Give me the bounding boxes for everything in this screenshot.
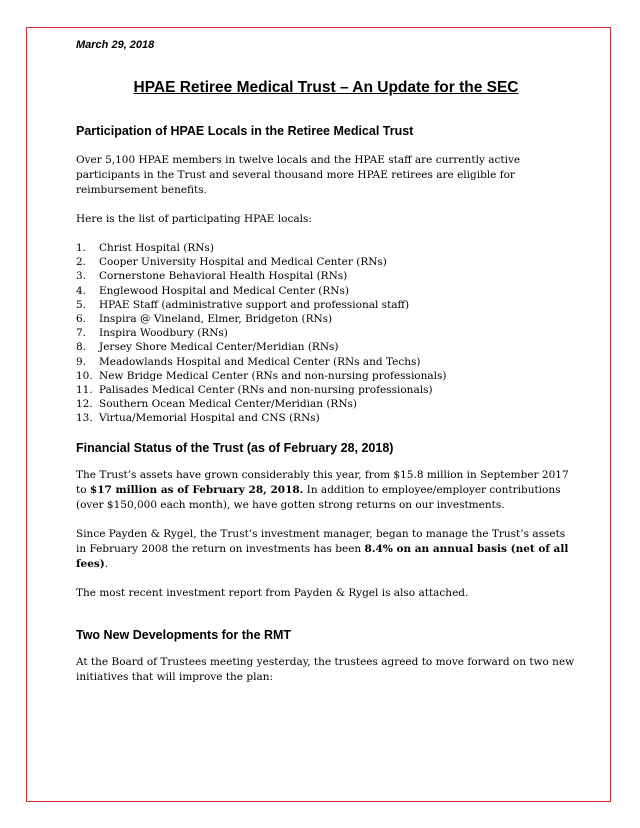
paragraph-developments: At the Board of Trustees meeting yesterday, the trustees agreed to move forward on two new initiatives that will improve the plan: bbox=[76, 655, 575, 683]
list-item-number: 11. bbox=[76, 384, 93, 397]
list-item-label: Palisades Medical Center (RNs and non-nursing professionals) bbox=[99, 384, 433, 397]
returns-highlight: 8.4% on an annual basis (net of all fees) bbox=[76, 542, 569, 570]
list-item bbox=[76, 269, 576, 283]
section-heading-participation: Participation of HPAE Locals in the Retiree Medical Trust bbox=[76, 124, 414, 138]
list-item-label: Virtua/Memorial Hospital and CNS (RNs) bbox=[99, 412, 320, 425]
section-heading-developments: Two New Developments for the RMT bbox=[76, 627, 292, 642]
paragraph-participation: Over 5,100 HPAE members in twelve locals and the HPAE staff are currently active participants in the Trust and several thousand more HPAE retirees are eligible for reimbursement benefits. bbox=[76, 154, 521, 196]
paragraph-locals-intro: Here is the list of participating HPAE locals: bbox=[76, 213, 312, 225]
list-item bbox=[76, 397, 576, 411]
list-item-number: 8. bbox=[76, 341, 87, 354]
list-item-label: New Bridge Medical Center (RNs and non-nursing professionals) bbox=[99, 369, 447, 382]
returns-text-b: . bbox=[104, 557, 109, 570]
list-item-label: Englewood Hospital and Medical Center (RNs) bbox=[99, 284, 349, 297]
list-item bbox=[76, 411, 576, 425]
list-item-label: Cornerstone Behavioral Health Hospital (RNs) bbox=[99, 270, 348, 283]
assets-highlight: $17 million as of February 28, 2018. bbox=[89, 483, 304, 496]
list-item-label: HPAE Staff (administrative support and professional staff) bbox=[99, 298, 410, 311]
list-item bbox=[76, 312, 576, 326]
paragraph-assets bbox=[76, 468, 576, 513]
list-item bbox=[76, 340, 576, 354]
paragraph-investment-report: The most recent investment report from Payden & Rygel is also attached. bbox=[76, 586, 469, 599]
locals-list bbox=[76, 241, 576, 426]
list-item-label: Inspira Woodbury (RNs) bbox=[99, 327, 228, 340]
list-item-label: Inspira @ Vineland, Elmer, Bridgeton (RNs) bbox=[99, 313, 333, 326]
assets-text-a: The Trust’s assets have grown considerably this year, from $15.8 million in September 2017 to bbox=[76, 468, 569, 496]
list-item-label: Cooper University Hospital and Medical Center (RNs) bbox=[99, 256, 387, 269]
list-item-number: 6. bbox=[76, 313, 87, 326]
list-item-number: 4. bbox=[76, 284, 87, 297]
list-item-number: 5. bbox=[76, 298, 87, 311]
list-item bbox=[76, 369, 576, 383]
list-item bbox=[76, 298, 576, 312]
list-item-number: 2. bbox=[76, 256, 87, 269]
section-heading-financial: Financial Status of the Trust (as of February 28, 2018) bbox=[76, 440, 394, 455]
assets-text-b: In addition to employee/employer contributions (over $150,000 each month), we have gotten strong returns on our investments. bbox=[76, 483, 561, 511]
list-item bbox=[76, 326, 576, 340]
document-date: March 29, 2018 bbox=[76, 39, 155, 51]
list-item bbox=[76, 255, 576, 269]
list-item-label: Southern Ocean Medical Center/Meridian (RNs) bbox=[99, 398, 357, 411]
list-item-label: Christ Hospital (RNs) bbox=[99, 242, 214, 254]
list-item bbox=[76, 241, 576, 255]
list-item-number: 7. bbox=[76, 327, 87, 340]
list-item-label: Jersey Shore Medical Center/Meridian (RNs) bbox=[99, 341, 339, 354]
list-item-number: 3. bbox=[76, 270, 87, 283]
list-item-number: 1. bbox=[76, 242, 87, 254]
list-item-number: 9. bbox=[76, 355, 87, 368]
list-item bbox=[76, 284, 576, 298]
list-item bbox=[76, 355, 576, 369]
list-item-number: 13. bbox=[76, 412, 93, 425]
list-item bbox=[76, 383, 576, 397]
returns-text-a: Since Payden & Rygel, the Trust’s investment manager, began to manage the Trust’s assets in February 2008 the return on investments has been bbox=[76, 527, 566, 555]
document-body bbox=[76, 38, 576, 685]
document-title: HPAE Retiree Medical Trust – An Update for the SEC bbox=[133, 79, 519, 96]
list-item-number: 10. bbox=[76, 369, 93, 382]
paragraph-returns bbox=[76, 527, 576, 572]
list-item-number: 12. bbox=[76, 398, 93, 411]
list-item-label: Meadowlands Hospital and Medical Center (RNs and Techs) bbox=[99, 355, 421, 368]
